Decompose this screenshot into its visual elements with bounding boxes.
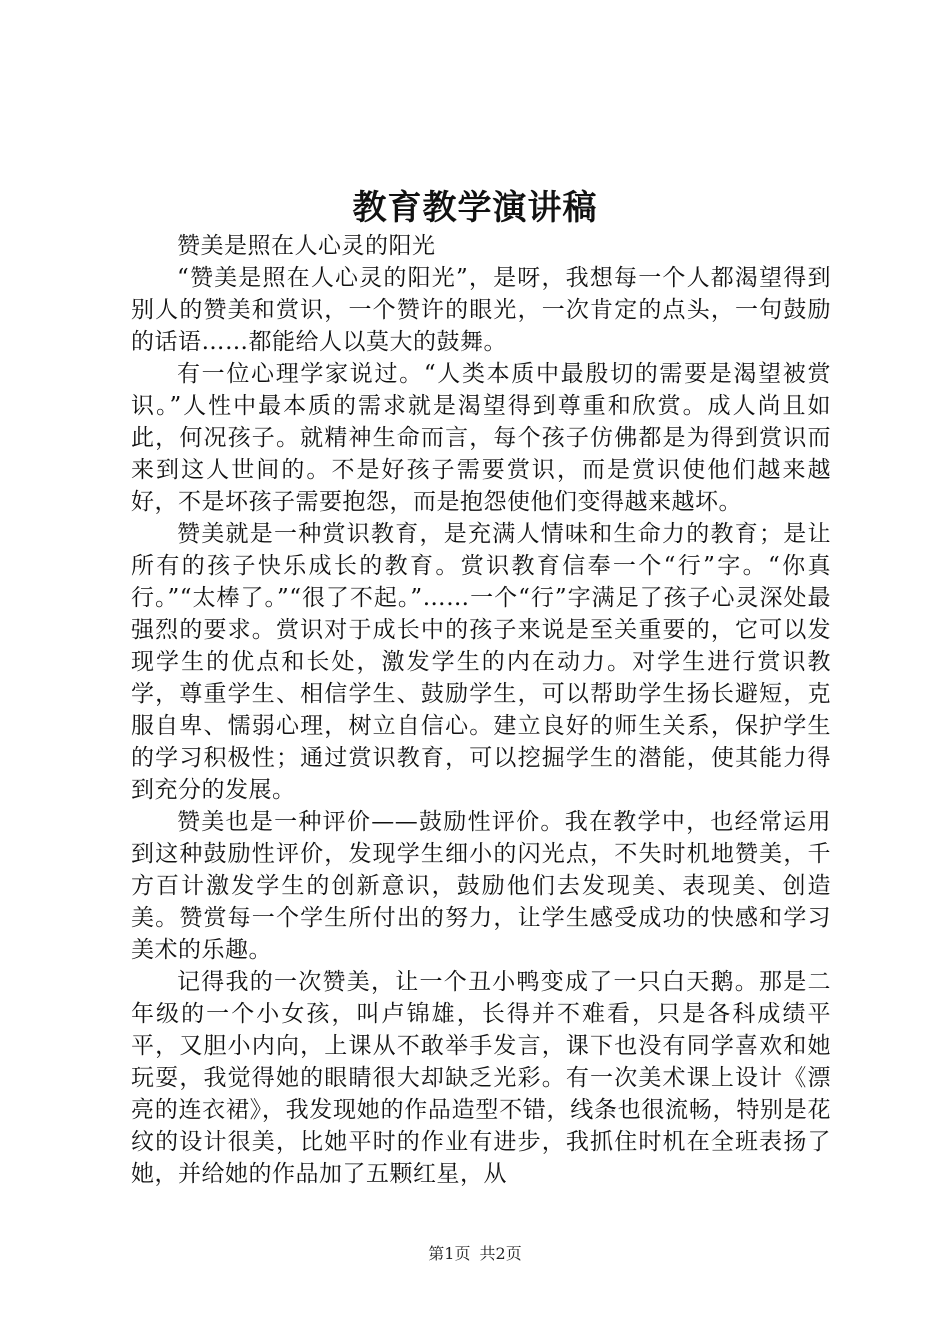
page-total: 共2页 [479,1244,522,1263]
page-number: 第1页 [428,1244,471,1263]
paragraph: “赞美是照在人心灵的阳光”，是呀，我想每一个人都渴望得到别人的赞美和赏识，一个赞许的眼光，一次肯定的点头，一句鼓励的话语……都能给人以莫大的鼓舞。 [131,265,831,355]
paragraph: 赞美也是一种评价——鼓励性评价。我在教学中，也经常运用到这种鼓励性评价，发现学生细小的闪光点，不失时机地赞美，千方百计激发学生的创新意识，鼓励他们去发现美、表现美、创造美。赞赏每一个学生所付出的努力，让学生感受成功的快感和学习美术的乐趣。 [131,809,831,963]
document-body [131,230,831,1190]
paragraph: 赞美就是一种赏识教育，是充满人情味和生命力的教育；是让所有的孩子快乐成长的教育。赏识教育信奉一个“行”字。“你真行。”“太棒了。”“很了不起。”……一个“行”字满足了孩子心灵深处最强烈的要求。赏识对于成长中的孩子来说是至关重要的，它可以发现学生的优点和长处，激发学生的内在动力。对学生进行赏识教学，尊重学生、相信学生、鼓励学生，可以帮助学生扬长避短，克服自卑、懦弱心理，树立自信心。建立良好的师生关系，保护学生的学习积极性；通过赏识教育，可以挖掘学生的潜能，使其能力得到充分的发展。 [131,521,831,803]
document-title: 教育教学演讲稿 [352,188,598,228]
paragraph-subtitle: 赞美是照在人心灵的阳光 [177,233,436,259]
page-footer [0,1243,950,1265]
paragraph: 有一位心理学家说过。“人类本质中最殷切的需要是渴望被赏识。”人性中最本质的需求就是渴望得到尊重和欣赏。成人尚且如此，何况孩子。就精神生命而言，每个孩子仿佛都是为得到赏识而来到这人世间的。不是好孩子需要赏识，而是赏识使他们越来越好，不是坏孩子需要抱怨，而是抱怨使他们变得越来越坏。 [131,361,831,515]
paragraph: 记得我的一次赞美，让一个丑小鸭变成了一只白天鹅。那是二年级的一个小女孩，叫卢锦雄，长得并不难看，只是各科成绩平平，又胆小内向，上课从不敢举手发言，课下也没有同学喜欢和她玩耍，我觉得她的眼睛很大却缺乏光彩。有一次美术课上设计《漂亮的连衣裙》，我发现她的作品造型不错，线条也很流畅，特别是花纹的设计很美，比她平时的作业有进步，我抓住时机在全班表扬了她，并给她的作品加了五颗红星，从 [131,969,831,1187]
